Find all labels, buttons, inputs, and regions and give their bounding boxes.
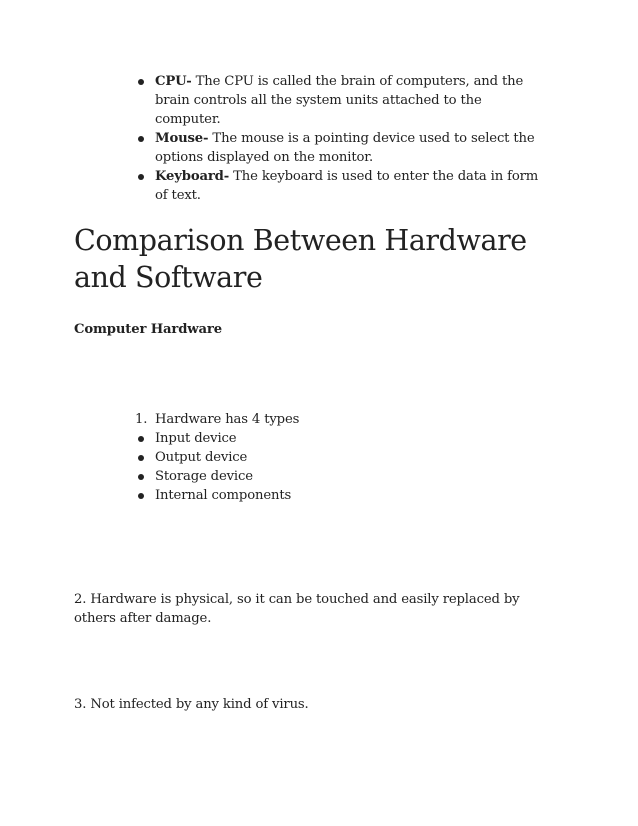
list-item [130,486,550,505]
list-item-keyboard [130,167,550,205]
list-item-text: Input device [155,431,237,446]
bullet-icon [138,455,144,461]
list-item-cpu [130,72,550,129]
paragraph-point-2: 2. Hardware is physical, so it can be touched and easily replaced by others after damage. [74,592,520,626]
list-item [130,448,550,467]
bullet-icon [138,174,144,180]
hardware-types-list [130,410,550,505]
device-list [130,72,550,205]
section-heading: Comparison Between Hardware and Software [74,224,527,294]
bullet-icon [138,436,144,442]
list-item [130,467,550,486]
bullet-icon [138,136,144,142]
numbered-item-text: Hardware has 4 types [155,412,300,427]
description-keyboard: The keyboard is used to enter the data in form of text. [155,169,539,203]
paragraph-point-3: 3. Not infected by any kind of virus. [74,697,309,712]
list-item-mouse [130,129,550,167]
bullet-icon [138,474,144,480]
list-item [130,429,550,448]
bullet-icon [138,79,144,85]
list-item-text: Output device [155,450,248,465]
list-item-text: Internal components [155,488,292,503]
subheading: Computer Hardware [74,322,222,337]
list-number: 1. [135,412,148,427]
bullet-icon [138,493,144,499]
list-item-text: Storage device [155,469,253,484]
term-mouse: Mouse- [155,131,209,146]
description-mouse: The mouse is a pointing device used to select the options displayed on the monitor. [155,131,535,165]
term-keyboard: Keyboard- [155,169,230,184]
numbered-item [130,410,550,429]
term-cpu: CPU- [155,74,192,89]
description-cpu: The CPU is called the brain of computers, and the brain controls all the system units attached to the computer. [155,74,524,127]
